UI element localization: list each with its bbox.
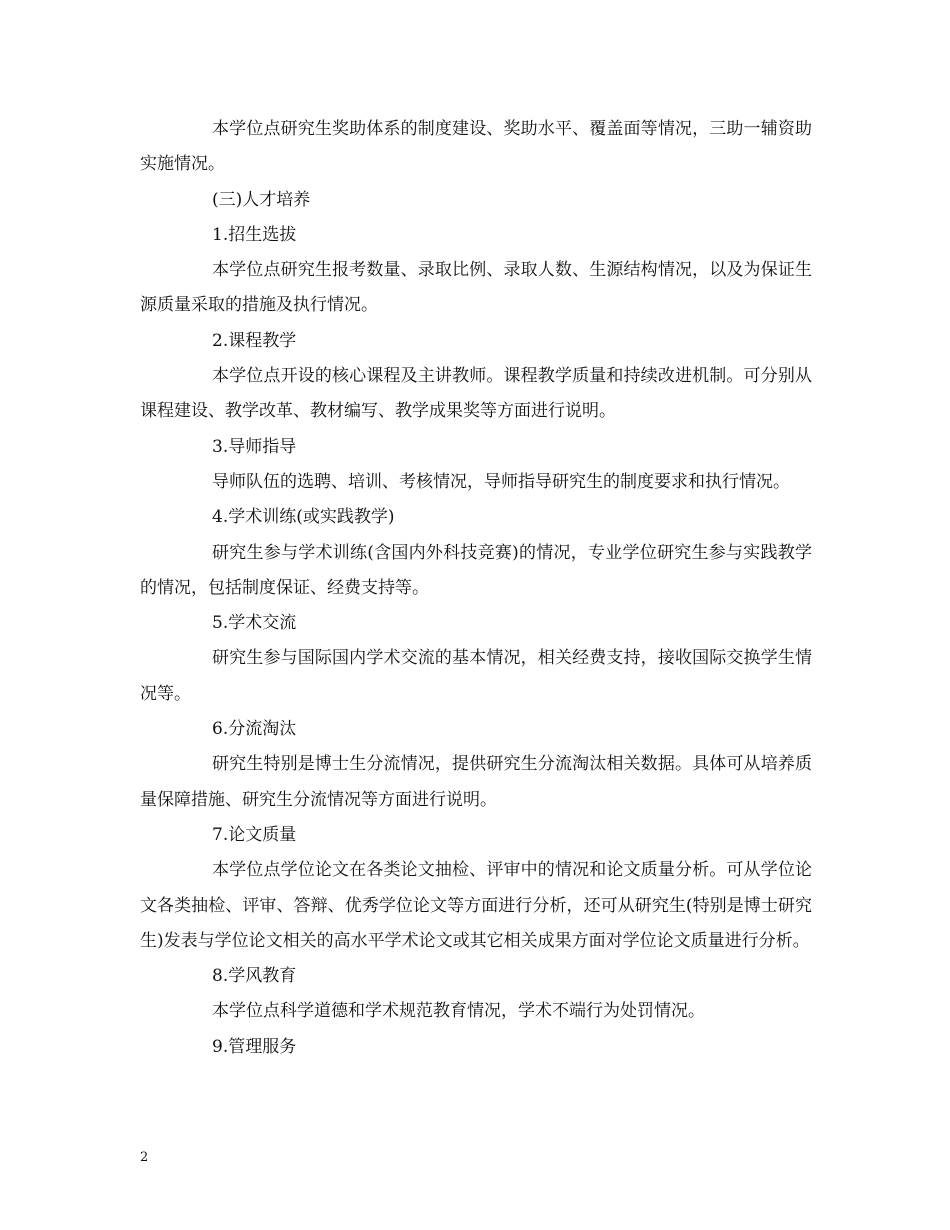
paragraph-academic-exchange: 研究生参与国际国内学术交流的基本情况，相关经费支持，接收国际交换学生情况等。 bbox=[140, 648, 812, 704]
section-heading-talent-training: (三)人才培养 bbox=[212, 189, 311, 210]
subheading-supervisor-guidance: 3.导师指导 bbox=[212, 436, 297, 457]
paragraph-diversion: 研究生特别是博士生分流情况，提供研究生分流淘汰相关数据。具体可从培养质量保障措施、研究生分流情况等方面进行说明。 bbox=[140, 754, 812, 810]
subheading-management-service: 9.管理服务 bbox=[212, 1036, 297, 1057]
paragraph-academic-training: 研究生参与学术训练(含国内外科技竞赛)的情况，专业学位研究生参与实践教学的情况，包括制度保证、经费支持等。 bbox=[140, 542, 812, 598]
paragraph-supervisor-guidance: 导师队伍的选聘、培训、考核情况，导师指导研究生的制度要求和执行情况。 bbox=[212, 471, 790, 492]
paragraph-course-teaching: 本学位点开设的核心课程及主讲教师。课程教学质量和持续改进机制。可分别从课程建设、教学改革、教材编写、教学成果奖等方面进行说明。 bbox=[140, 366, 812, 422]
subheading-academic-exchange: 5.学术交流 bbox=[212, 613, 297, 634]
subheading-academic-ethics: 8.学风教育 bbox=[212, 966, 297, 987]
page-number: 2 bbox=[140, 1150, 149, 1165]
subheading-academic-training: 4.学术训练(或实践教学) bbox=[212, 507, 395, 528]
document-body bbox=[140, 112, 812, 1065]
subheading-course-teaching: 2.课程教学 bbox=[212, 330, 297, 351]
paragraph-admission: 本学位点研究生报考数量、录取比例、录取人数、生源结构情况，以及为保证生源质量采取的措施及执行情况。 bbox=[140, 260, 812, 316]
paragraph-scholarship-system: 本学位点研究生奖助体系的制度建设、奖助水平、覆盖面等情况，三助一辅资助实施情况。 bbox=[140, 119, 812, 175]
subheading-diversion: 6.分流淘汰 bbox=[212, 719, 297, 740]
subheading-thesis-quality: 7.论文质量 bbox=[212, 824, 297, 845]
paragraph-thesis-quality: 本学位点学位论文在各类论文抽检、评审中的情况和论文质量分析。可从学位论文各类抽检、评审、答辩、优秀学位论文等方面进行分析，还可从研究生(特别是博士研究生)发表与学位论文相关的高水平学术论文或其它相关成果方面对学位论文质量进行分析。 bbox=[140, 860, 812, 951]
subheading-admission: 1.招生选拔 bbox=[212, 224, 297, 245]
paragraph-academic-ethics: 本学位点科学道德和学术规范教育情况，学术不端行为处罚情况。 bbox=[212, 1001, 705, 1022]
